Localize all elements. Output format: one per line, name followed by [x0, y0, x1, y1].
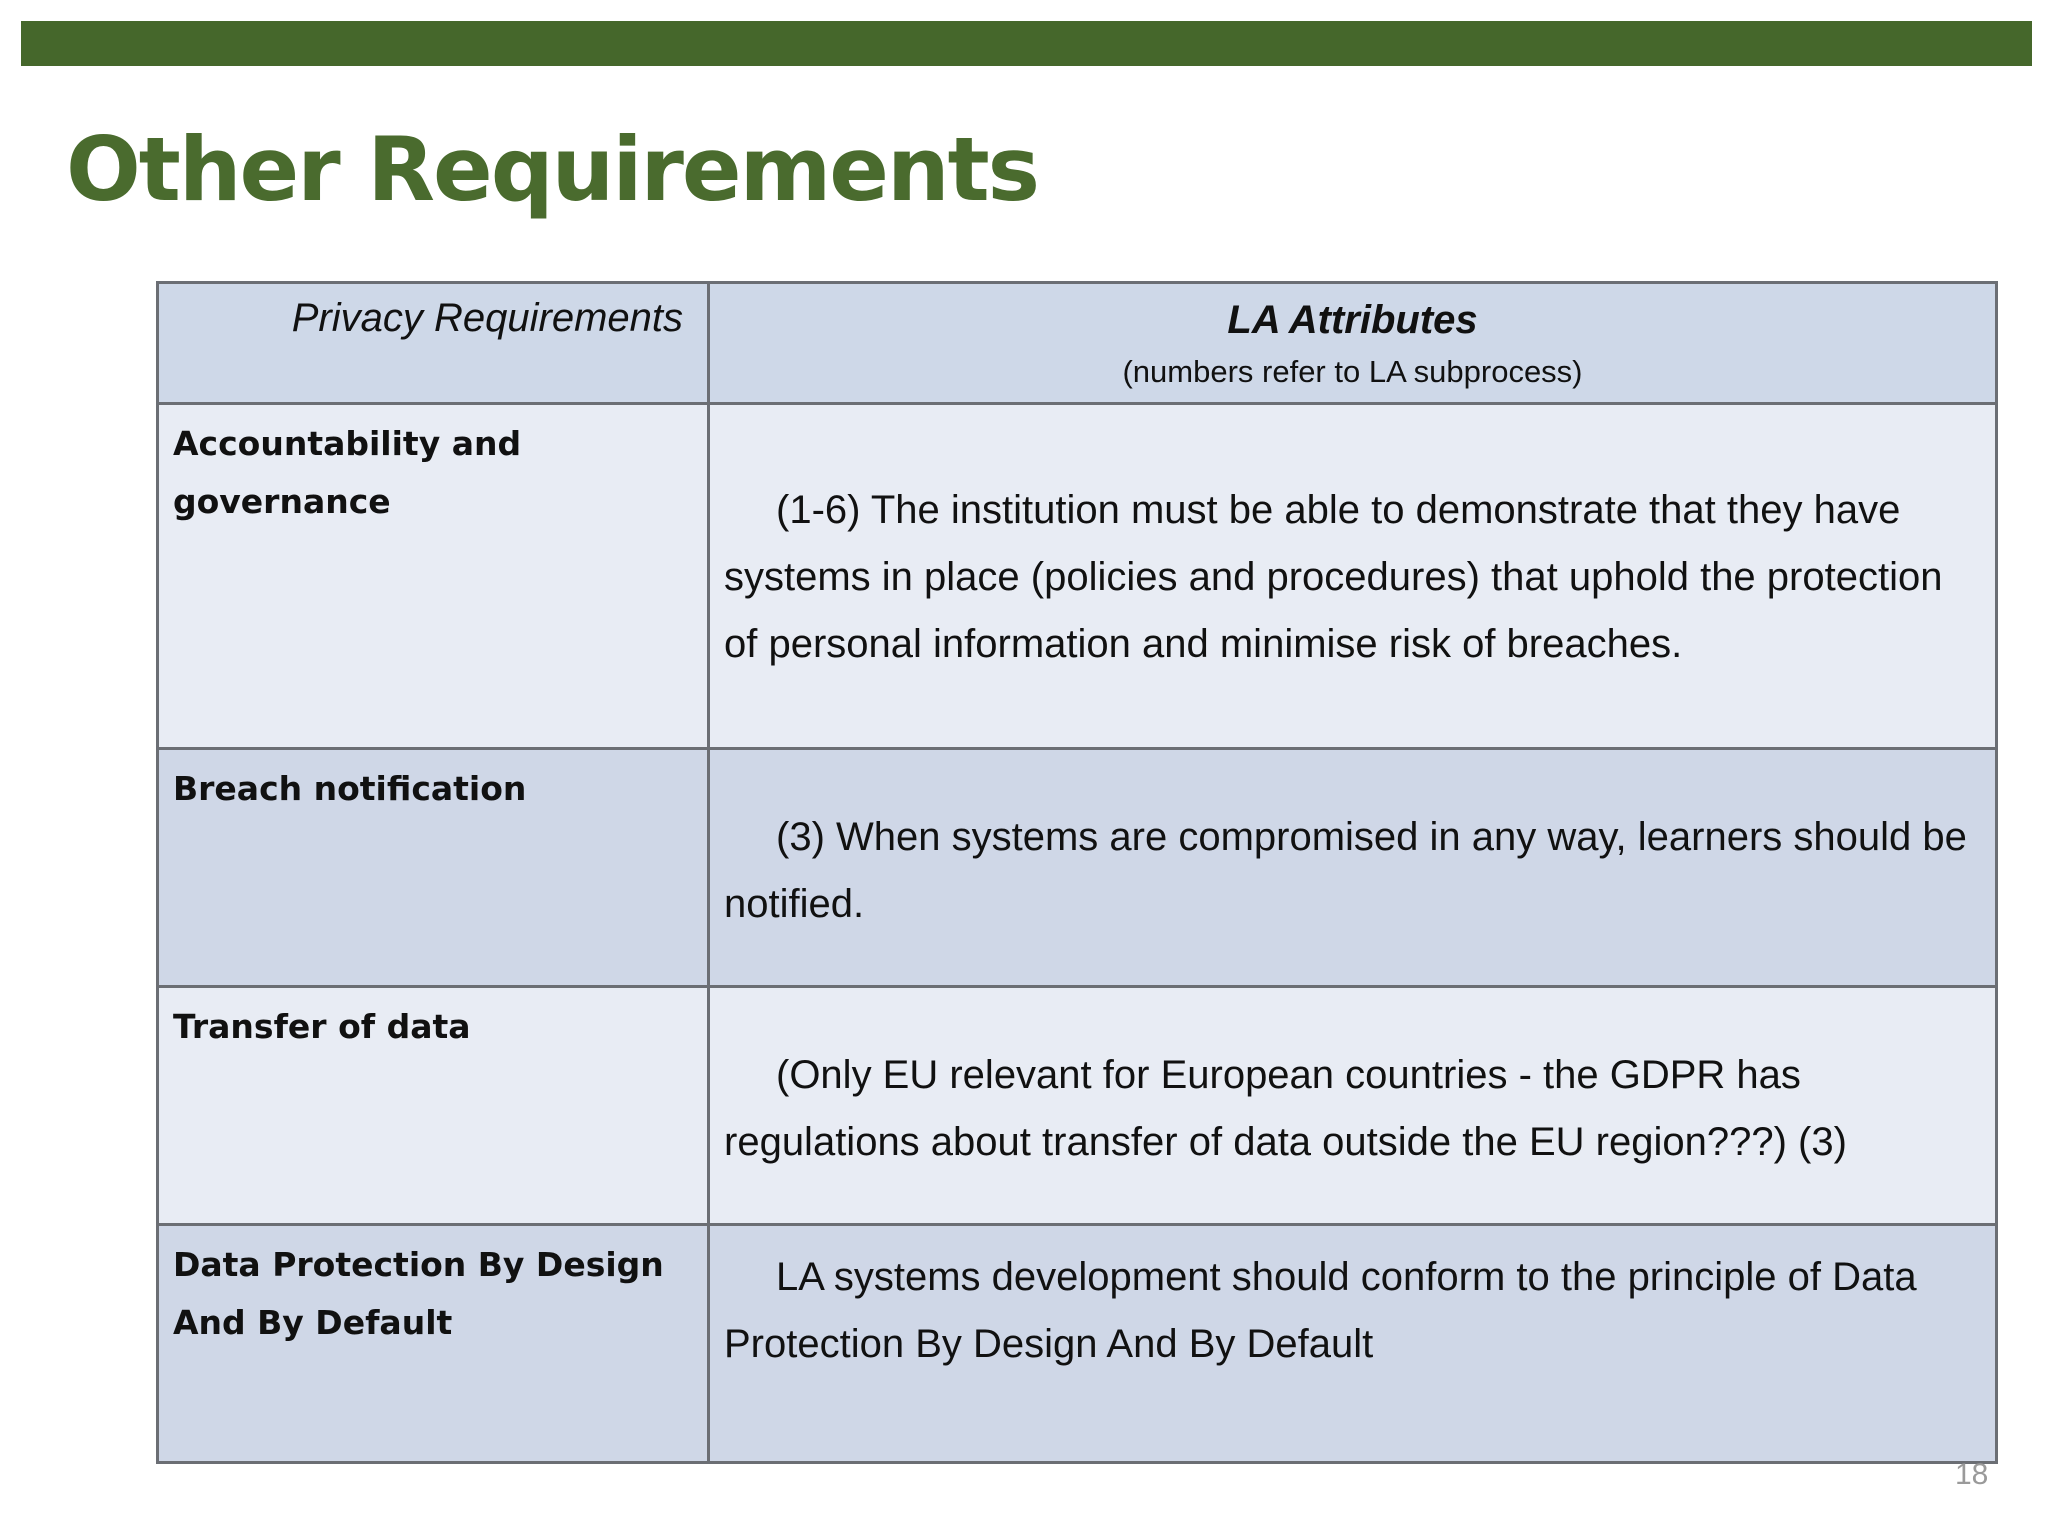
slide-title: Other Requirements — [66, 118, 1039, 221]
attribute-cell — [709, 404, 1997, 749]
requirements-table — [156, 281, 1998, 1464]
table-row — [158, 749, 1997, 987]
attribute-cell — [709, 749, 1997, 987]
header-privacy-requirements: Privacy Requirements — [158, 283, 709, 404]
requirement-cell: Data Protection By Design And By Default — [158, 1225, 709, 1463]
page-number: 18 — [1955, 1458, 1989, 1491]
attribute-text: (1-6) The institution must be able to demonstrate that they have systems in place (policies and procedures) that uphold the protection of personal information and minimise risk of breaches. — [724, 488, 1943, 666]
table-row — [158, 1225, 1997, 1463]
header-la-attributes-note: (numbers refer to LA subprocess) — [1122, 354, 1583, 389]
attribute-text: (3) When systems are compromised in any way, learners should be notified. — [724, 815, 1967, 926]
requirement-cell: Breach notification — [158, 749, 709, 987]
attribute-text: LA systems development should conform to the principle of Data Protection By Design And By Default — [724, 1255, 1917, 1366]
requirement-cell: Accountability and governance — [158, 404, 709, 749]
requirement-cell: Transfer of data — [158, 987, 709, 1225]
attribute-cell — [709, 1225, 1997, 1463]
header-la-attributes — [709, 283, 1997, 404]
table-row — [158, 404, 1997, 749]
table-header-row — [158, 283, 1997, 404]
attribute-cell — [709, 987, 1997, 1225]
table-row — [158, 987, 1997, 1225]
attribute-text: (Only EU relevant for European countries - the GDPR has regulations about transfer of data outside the EU region???) (3) — [724, 1053, 1847, 1164]
header-la-attributes-title: LA Attributes — [1227, 298, 1478, 342]
top-accent-bar — [21, 21, 2032, 66]
